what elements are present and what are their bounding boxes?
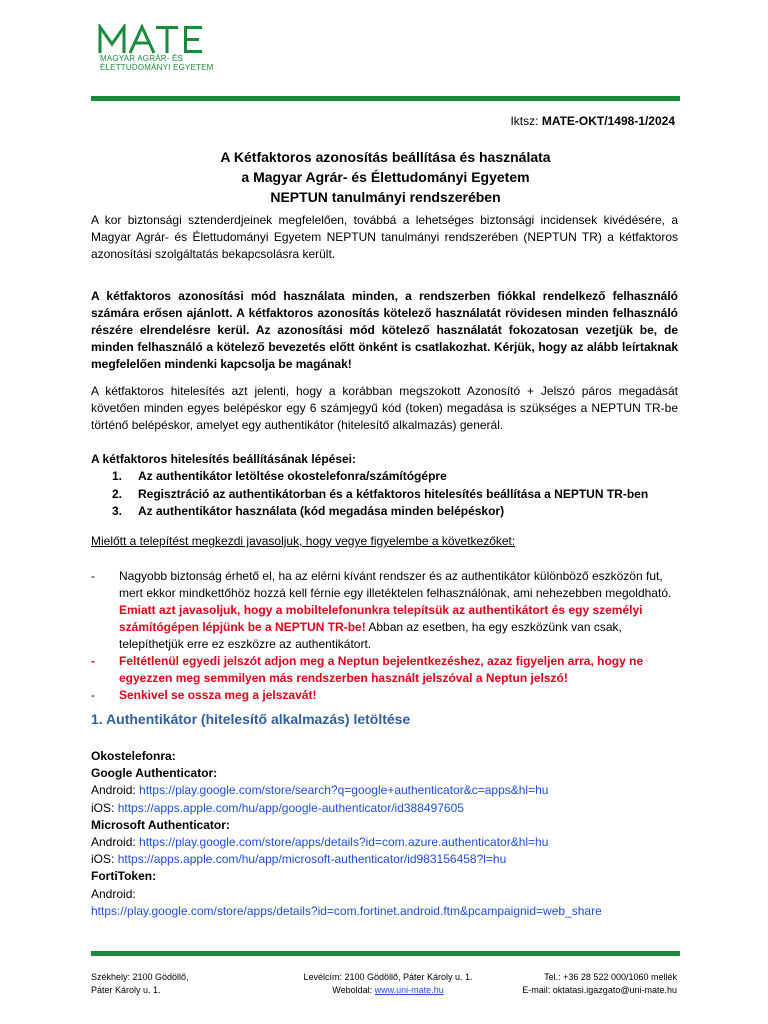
footer-rule xyxy=(91,951,680,956)
google-android-row: Android: https://play.google.com/store/search?q=google+authenticator&c=apps&hl=hu xyxy=(91,783,549,798)
google-authenticator-label: Google Authenticator: xyxy=(91,766,218,781)
logo-subtitle: MAGYAR AGRÁR- ÉS ÉLETTUDOMÁNYI EGYETEM xyxy=(100,54,214,72)
google-ios-row: iOS: https://apps.apple.com/hu/app/google-authenticator/id388497605 xyxy=(91,800,464,815)
bullet-item: - Nagyobb biztonság érhető el, ha az elérni kívánt rendszer és az authentikátor különböző eszközön fut, mert ekkor mindkettőhöz hozzá kell férnie egy illetéktelen felhasználónak, ami nehezebben megoldható. Emiatt azt javasoljuk, hogy a mobiltelefonunkra telepítsük az authentikátort és egy személyi számítógépen lépjünk be a NEPTUN TR-be! Abban az esetben, ha egy eszközünk van csak, telepíthetjük erre ez eszközre az authentikátort. xyxy=(91,569,672,651)
explanation-paragraph: A kétfaktoros hitelesítés azt jelenti, hogy a korábban megszokott Azonosító + Jelszó páros megadását követően minden egyes belépéskor egy 6 számjegyű kód (token) megadása is szükséges a NEPTUN TR-be történő belépéskor, amelyet egy authentikátor (hitelesítő alkalmazás) generál. xyxy=(91,384,678,432)
forti-android-label: Android: xyxy=(91,886,136,901)
ms-ios-row: iOS: https://apps.apple.com/hu/app/microsoft-authenticator/id983156458?l=hu xyxy=(91,852,507,867)
recommendation-paragraph: A kétfaktoros azonosítási mód használata minden, a rendszerben fiókkal rendelkező felhasználó számára erősen ajánlott. A kétfaktoros azonosítás kötelező használatát rövidesen minden felhasználó részére elrendelésre kerül. Az azonosítási mód kötelező használatát fokozatosan vezetjük be, de minden felhasználó a kötelező bevezetés előtt önként is csatlakozhat. Kérjük, hogy az alább leírtaknak megfelelően mindenki kapcsolja be magának! xyxy=(91,289,678,371)
forti-android-link[interactable]: https://play.google.com/store/apps/details?id=com.fortinet.android.ftm&pcampaignid=web_share xyxy=(91,903,602,918)
section-heading: 1. Authentikátor (hitelesítő alkalmazás) letöltése xyxy=(91,711,411,727)
document-title: A Kétfaktoros azonosítás beállítása és használata a Magyar Agrár- és Élettudományi Egyetem NEPTUN tanulmányi rendszerében xyxy=(220,149,551,205)
steps-list xyxy=(112,468,648,521)
ms-android-row: Android: https://play.google.com/store/apps/details?id=com.azure.authenticator&hl=hu xyxy=(91,835,549,850)
before-install-note: Mielőtt a telepítést megkezdi javasoljuk, hogy vegye figyelembe a következőket: xyxy=(91,534,516,548)
bullet-item: - Feltétlenül egyedi jelszót adjon meg a Neptun bejelentkezéshez, azaz figyeljen arra, hogy ne egyezzen meg semmilyen más rendszerben használt jelszóval a Neptun jelszó! xyxy=(91,654,644,685)
microsoft-authenticator-label: Microsoft Authenticator: xyxy=(91,817,230,832)
step-item: 3. Az authentikátor használata (kód megadása minden belépéskor) xyxy=(112,504,505,518)
download-links xyxy=(91,748,602,920)
ms-android-link[interactable]: https://play.google.com/store/apps/details?id=com.azure.authenticator&hl=hu xyxy=(139,835,549,850)
google-android-link[interactable]: https://play.google.com/store/search?q=google+authenticator&c=apps&hl=hu xyxy=(139,783,549,798)
steps-heading: A kétfaktoros hitelesítés beállításának lépései: xyxy=(91,452,357,466)
intro-paragraph: A kor biztonsági sztenderdjeinek megfelelően, továbbá a lehetséges biztonsági incidensek kivédésére, a Magyar Agrár- és Élettudományi Egyetem NEPTUN tanulmányi rendszerében (NEPTUN TR) a kétfaktoros azonosítási szolgáltatás bekapcsolásra került. xyxy=(91,213,678,261)
bullet-item: - Senkivel se ossza meg a jelszavát! xyxy=(91,688,317,702)
mate-logo-mark xyxy=(98,24,220,54)
reference-number: Iktsz: MATE-OKT/1498-1/2024 xyxy=(510,114,675,128)
footer-mail: Levélcím: 2100 Gödöllő, Páter Károly u. 1. Weboldal: www.uni-mate.hu xyxy=(303,972,473,995)
mate-logo xyxy=(98,24,223,70)
step-item: 1. Az authentikátor letöltése okostelefonra/számítógépre xyxy=(112,469,447,483)
website-link[interactable]: www.uni-mate.hu xyxy=(374,984,444,995)
bullet-list xyxy=(91,568,680,704)
header-rule xyxy=(91,96,680,101)
smartphone-label: Okostelefonra: xyxy=(91,749,176,763)
fortitoken-label: FortiToken: xyxy=(91,869,157,884)
google-ios-link[interactable]: https://apps.apple.com/hu/app/google-authenticator/id388497605 xyxy=(117,800,464,815)
ms-ios-link[interactable]: https://apps.apple.com/hu/app/microsoft-authenticator/id983156458?l=hu xyxy=(117,852,507,867)
footer-contact: Tel.: +36 28 522 000/1060 mellék E-mail: oktatasi.igazgato@uni-mate.hu xyxy=(522,972,677,995)
footer-seat: Székhely: 2100 Gödöllő, Páter Károly u. 1. xyxy=(91,972,189,995)
step-item: 2. Regisztráció az authentikátorban és a kétfaktoros hitelesítés beállítása a NEPTUN TR-ben xyxy=(112,486,649,501)
